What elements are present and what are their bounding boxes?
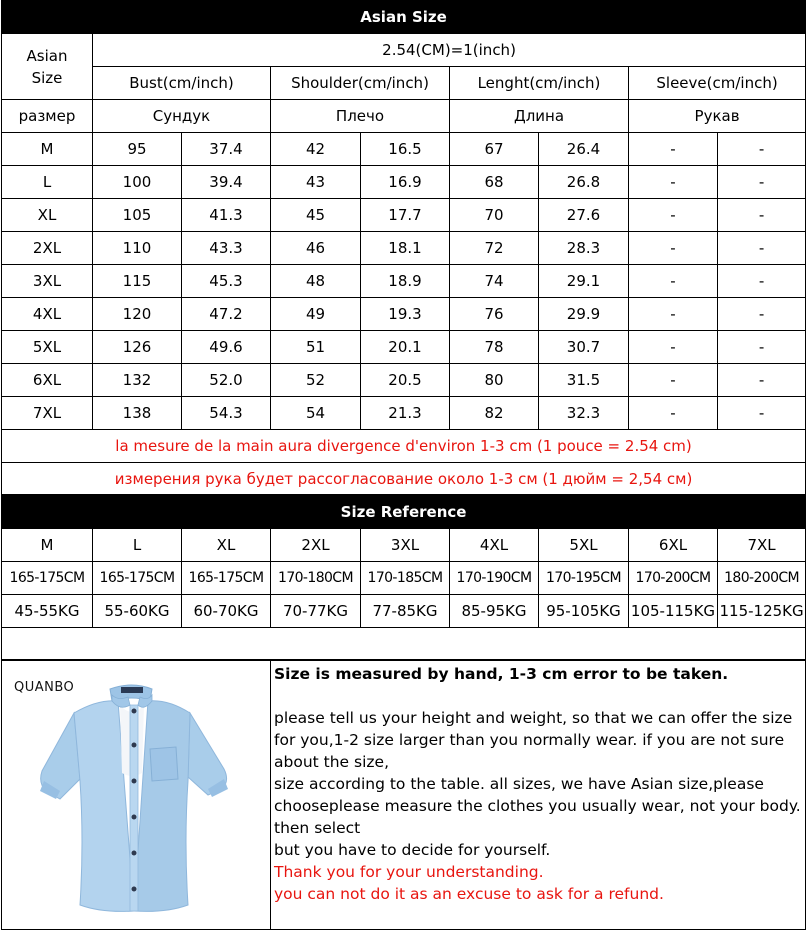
measurement-cell: 43	[271, 166, 361, 199]
size-chart-sheet	[1, 0, 805, 930]
measurement-cell: 48	[271, 265, 361, 298]
reference-size-cell: M	[2, 529, 93, 562]
measurement-cell: 52.0	[182, 364, 271, 397]
brand-logo: QUANBO	[14, 680, 75, 695]
reference-weight-cell: 115-125KG	[718, 595, 806, 628]
spacer-row	[2, 628, 806, 660]
size-label-cell: 4XL	[2, 298, 93, 331]
size-label-cell: L	[2, 166, 93, 199]
size-row	[2, 199, 806, 232]
measurement-cell: 54.3	[182, 397, 271, 430]
measurement-cell: 21.3	[361, 397, 450, 430]
reference-height-cell: 165-175CM	[182, 562, 271, 595]
reference-weight-cell: 60-70KG	[182, 595, 271, 628]
measurement-cell: 17.7	[361, 199, 450, 232]
asian-size-label: Asian Size	[2, 34, 93, 100]
size-label-cell: XL	[2, 199, 93, 232]
measurement-cell: 20.1	[361, 331, 450, 364]
measurement-cell: 18.9	[361, 265, 450, 298]
size-row	[2, 364, 806, 397]
measurement-cell: 80	[450, 364, 539, 397]
ru-column-bust: Сундук	[93, 100, 271, 133]
measurement-cell: 68	[450, 166, 539, 199]
reference-height-row	[2, 562, 806, 595]
reference-size-cell: XL	[182, 529, 271, 562]
measurement-cell: 51	[271, 331, 361, 364]
measurement-cell: -	[718, 133, 806, 166]
product-info-table	[1, 660, 806, 930]
measurement-cell: 37.4	[182, 133, 271, 166]
measurement-cell: 74	[450, 265, 539, 298]
measurement-cell: -	[629, 133, 718, 166]
reference-size-cell: 5XL	[539, 529, 629, 562]
measurement-cell: 43.3	[182, 232, 271, 265]
size-row	[2, 298, 806, 331]
measurement-cell: 76	[450, 298, 539, 331]
measurement-cell: 46	[271, 232, 361, 265]
reference-weight-cell: 70-77KG	[271, 595, 361, 628]
measurement-cell: 45.3	[182, 265, 271, 298]
measurement-cell: -	[718, 298, 806, 331]
reference-weight-cell: 77-85KG	[361, 595, 450, 628]
size-label-cell: 3XL	[2, 265, 93, 298]
measurement-cell: 16.9	[361, 166, 450, 199]
measurement-cell: 29.9	[539, 298, 629, 331]
note-french: la mesure de la main aura divergence d'environ 1-3 cm (1 pouce = 2.54 cm)	[2, 430, 806, 463]
measurement-cell: -	[718, 265, 806, 298]
product-notes	[271, 661, 806, 930]
reference-height-cell: 165-175CM	[2, 562, 93, 595]
measurement-cell: 49.6	[182, 331, 271, 364]
measurement-cell: 82	[450, 397, 539, 430]
reference-height-cell: 165-175CM	[93, 562, 182, 595]
size-row	[2, 397, 806, 430]
measurement-cell: 31.5	[539, 364, 629, 397]
reference-size-row	[2, 529, 806, 562]
reference-height-cell: 170-185CM	[361, 562, 450, 595]
conversion-note: 2.54(CM)=1(inch)	[93, 34, 806, 67]
measurement-cell: 41.3	[182, 199, 271, 232]
measurement-cell: 42	[271, 133, 361, 166]
measurement-cell: 16.5	[361, 133, 450, 166]
size-row	[2, 232, 806, 265]
measurement-cell: -	[718, 331, 806, 364]
measurement-cell: 100	[93, 166, 182, 199]
measurement-cell: 105	[93, 199, 182, 232]
size-reference-banner: Size Reference	[2, 496, 806, 529]
reference-height-cell: 180-200CM	[718, 562, 806, 595]
measurement-cell: 132	[93, 364, 182, 397]
measurement-cell: 110	[93, 232, 182, 265]
reference-size-cell: 7XL	[718, 529, 806, 562]
asian-size-banner: Asian Size	[2, 1, 806, 34]
measurement-cell: -	[718, 232, 806, 265]
reference-size-cell: 2XL	[271, 529, 361, 562]
notes-paragraph-3: but you have to decide for yourself.	[274, 841, 551, 859]
size-label-cell: M	[2, 133, 93, 166]
measurement-cell: 28.3	[539, 232, 629, 265]
measurement-cell: 72	[450, 232, 539, 265]
ru-column-shoulder: Плечо	[271, 100, 450, 133]
size-reference-table	[1, 495, 806, 660]
notes-paragraph-2: size according to the table. all sizes, we have Asian size,please chooseplease measure the clothes you usually wear, not your body. then select	[274, 775, 801, 837]
reference-height-cell: 170-195CM	[539, 562, 629, 595]
measurement-cell: -	[629, 199, 718, 232]
measurement-cell: 27.6	[539, 199, 629, 232]
reference-weight-cell: 85-95KG	[450, 595, 539, 628]
size-row	[2, 265, 806, 298]
column-header-sleeve: Sleeve(cm/inch)	[629, 67, 806, 100]
collar-tag	[121, 687, 143, 693]
ru-column-length: Длина	[450, 100, 629, 133]
reference-height-cell: 170-180CM	[271, 562, 361, 595]
measurement-cell: -	[629, 166, 718, 199]
asian-size-table	[1, 0, 806, 495]
size-label-cell: 5XL	[2, 331, 93, 364]
measurement-cell: 52	[271, 364, 361, 397]
measurement-cell: 20.5	[361, 364, 450, 397]
measurement-cell: -	[718, 166, 806, 199]
measurement-heading: Size is measured by hand, 1-3 cm error to be taken.	[274, 665, 729, 683]
reference-weight-row	[2, 595, 806, 628]
column-header-shoulder: Shoulder(cm/inch)	[271, 67, 450, 100]
measurement-cell: 45	[271, 199, 361, 232]
reference-size-cell: 6XL	[629, 529, 718, 562]
measurement-cell: 26.4	[539, 133, 629, 166]
reference-weight-cell: 55-60KG	[93, 595, 182, 628]
measurement-cell: 49	[271, 298, 361, 331]
measurement-cell: 126	[93, 331, 182, 364]
ru-size-label: размер	[2, 100, 93, 133]
measurement-cell: 95	[93, 133, 182, 166]
size-row	[2, 166, 806, 199]
notes-red-line-2: you can not do it as an excuse to ask for a refund.	[274, 885, 664, 903]
measurement-cell: 19.3	[361, 298, 450, 331]
notes-red-line-1: Thank you for your understanding.	[274, 863, 544, 881]
size-label-cell: 7XL	[2, 397, 93, 430]
shirt-illustration	[2, 661, 270, 929]
reference-weight-cell: 95-105KG	[539, 595, 629, 628]
measurement-cell: -	[629, 331, 718, 364]
reference-size-cell: 4XL	[450, 529, 539, 562]
measurement-cell: 54	[271, 397, 361, 430]
measurement-cell: -	[718, 364, 806, 397]
measurement-cell: 32.3	[539, 397, 629, 430]
measurement-cell: 78	[450, 331, 539, 364]
measurement-cell: 30.7	[539, 331, 629, 364]
column-header-bust: Bust(cm/inch)	[93, 67, 271, 100]
measurement-cell: 47.2	[182, 298, 271, 331]
size-label-cell: 6XL	[2, 364, 93, 397]
measurement-cell: -	[718, 397, 806, 430]
measurement-cell: 67	[450, 133, 539, 166]
column-header-length: Lenght(cm/inch)	[450, 67, 629, 100]
reference-weight-cell: 45-55KG	[2, 595, 93, 628]
measurement-cell: -	[629, 232, 718, 265]
product-image	[2, 661, 271, 930]
measurement-cell: -	[629, 298, 718, 331]
size-label-cell: 2XL	[2, 232, 93, 265]
ru-column-sleeve: Рукав	[629, 100, 806, 133]
reference-size-cell: L	[93, 529, 182, 562]
measurement-cell: 18.1	[361, 232, 450, 265]
reference-size-cell: 3XL	[361, 529, 450, 562]
measurement-cell: 26.8	[539, 166, 629, 199]
size-row	[2, 331, 806, 364]
size-row	[2, 133, 806, 166]
reference-height-cell: 170-200CM	[629, 562, 718, 595]
reference-height-cell: 170-190CM	[450, 562, 539, 595]
note-russian: измерения рука будет рассогласование около 1-3 см (1 дюйм = 2,54 см)	[2, 463, 806, 495]
measurement-cell: -	[718, 199, 806, 232]
reference-weight-cell: 105-115KG	[629, 595, 718, 628]
measurement-cell: 29.1	[539, 265, 629, 298]
measurement-cell: -	[629, 397, 718, 430]
measurement-cell: 70	[450, 199, 539, 232]
measurement-cell: -	[629, 265, 718, 298]
notes-paragraph-1: please tell us your height and weight, so that we can offer the size for you,1-2 size larger than you normally wear. if you are not sure about the size,	[274, 709, 793, 771]
measurement-cell: -	[629, 364, 718, 397]
measurement-cell: 115	[93, 265, 182, 298]
measurement-cell: 120	[93, 298, 182, 331]
measurement-cell: 39.4	[182, 166, 271, 199]
measurement-cell: 138	[93, 397, 182, 430]
